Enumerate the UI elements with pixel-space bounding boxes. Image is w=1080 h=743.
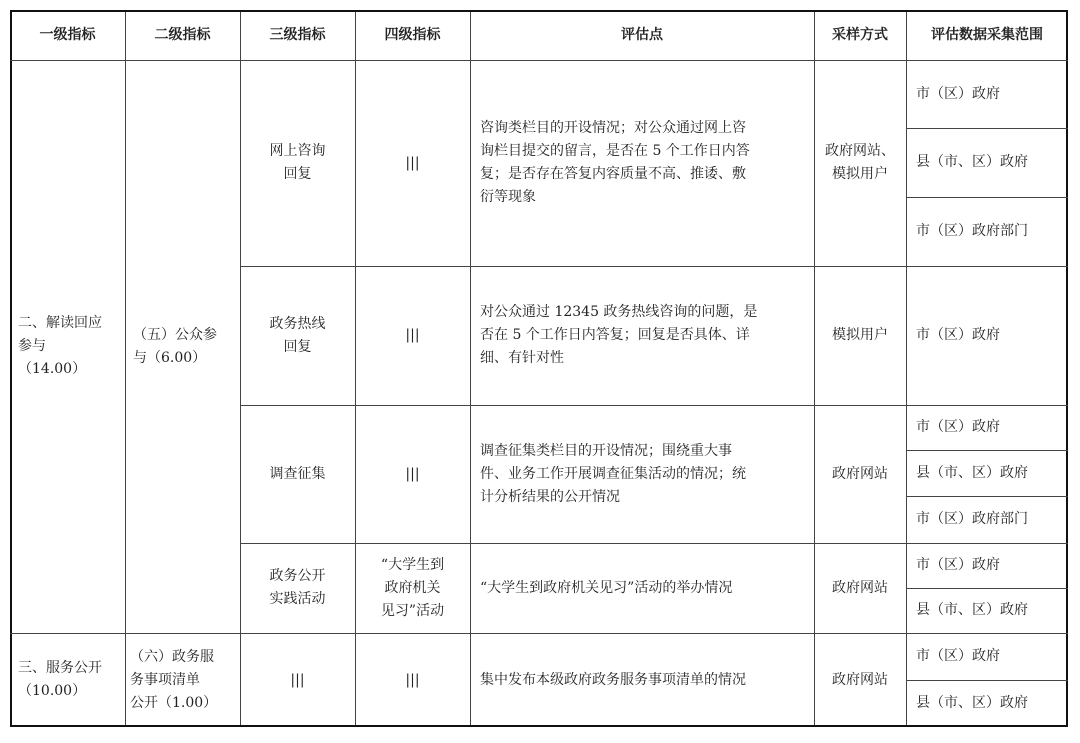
survey-level3 — [240, 405, 355, 543]
survey-scope-2-text: 县（市、区）政府 — [916, 464, 1028, 481]
group-b-level1-text: 三、服务公开 （10.00） — [18, 660, 102, 699]
grid-vline — [355, 10, 356, 727]
practice-scope-1 — [916, 543, 1068, 588]
header-scope-text: 评估数据采集范围 — [931, 26, 1043, 43]
consult-level4-text: ||| — [405, 154, 420, 171]
practice-method-text: 政府网站 — [832, 579, 888, 596]
hotline-scope-1-text: 市（区）政府 — [916, 327, 1000, 343]
hotline-level4 — [355, 266, 470, 405]
practice-level4 — [355, 543, 470, 633]
consult-scope-1-text: 市（区）政府 — [916, 85, 1000, 102]
practice-scope-2-text: 县（市、区）政府 — [916, 602, 1028, 618]
header-level4-text: 四级指标 — [384, 26, 441, 43]
consult-level4 — [355, 60, 470, 266]
consult-scope-2-text: 县（市、区）政府 — [916, 154, 1028, 170]
grid-hline — [10, 633, 1068, 634]
grid-vline — [470, 10, 471, 727]
consult-scope-3 — [916, 197, 1068, 266]
survey-level4-text: ||| — [405, 465, 420, 482]
border-top — [10, 10, 1068, 12]
group-b-scope-2 — [916, 680, 1068, 727]
survey-point-text: 调查征集类栏目的开设情况；围绕重大事 件、业务工作开展调查征集活动的情况；统 计分析结果的公开情况 — [480, 442, 746, 505]
group-a-level1-text: 二、解读回应 参与 （14.00） — [18, 315, 102, 377]
group-b-level1 — [18, 633, 125, 727]
border-left — [10, 10, 12, 727]
grid-hline — [240, 266, 1068, 267]
header-scope — [906, 10, 1068, 60]
hotline-level4-text: ||| — [405, 327, 420, 343]
header-level2-text: 二级指标 — [154, 26, 211, 43]
header-point-text: 评估点 — [621, 26, 663, 43]
grid-hline — [10, 60, 1068, 61]
practice-point-text: “大学生到政府机关见习”活动的举办情况 — [480, 579, 733, 596]
group-b-method-text: 政府网站 — [832, 671, 888, 688]
practice-scope-1-text: 市（区）政府 — [916, 557, 1000, 573]
group-b-point — [480, 633, 814, 727]
grid-hline — [906, 496, 1068, 497]
consult-level3 — [240, 60, 355, 266]
survey-scope-1-text: 市（区）政府 — [916, 419, 1000, 435]
consult-method — [814, 60, 906, 266]
header-point — [470, 10, 814, 60]
consult-method-text: 政府网站、 模拟用户 — [825, 143, 895, 182]
grid-hline — [906, 128, 1068, 129]
grid-hline — [906, 197, 1068, 198]
header-level3 — [240, 10, 355, 60]
header-level3-text: 三级指标 — [269, 26, 326, 43]
practice-scope-2 — [916, 588, 1068, 633]
group-b-point-text: 集中发布本级政府政务服务事项清单的情况 — [480, 671, 746, 688]
header-level4 — [355, 10, 470, 60]
survey-scope-1 — [916, 405, 1068, 450]
hotline-point-text: 对公众通过 12345 政务热线咨询的问题，是 否在 5 个工作日内答复；回复是否具体、详 细、有针对性 — [480, 304, 758, 366]
grid-hline — [240, 405, 1068, 406]
hotline-point — [480, 266, 814, 405]
survey-scope-2 — [916, 450, 1068, 496]
grid-hline — [906, 450, 1068, 451]
group-a-level2-text: （五）公众参 与（6.00） — [133, 326, 217, 366]
hotline-method-text: 模拟用户 — [832, 327, 888, 343]
hotline-method — [814, 266, 906, 405]
survey-level3-text: 调查征集 — [269, 465, 326, 482]
hotline-level3-text: 政务热线 回复 — [269, 315, 326, 355]
indicator-table — [10, 10, 1068, 727]
group-b-level3-text: ||| — [290, 671, 305, 688]
practice-method — [814, 543, 906, 633]
survey-scope-3-text: 市（区）政府部门 — [916, 511, 1028, 527]
practice-level3 — [240, 543, 355, 633]
grid-hline — [906, 588, 1068, 589]
group-b-level4 — [355, 633, 470, 727]
consult-scope-2 — [916, 128, 1068, 197]
grid-vline — [125, 10, 126, 727]
header-level1 — [10, 10, 125, 60]
consult-scope-3-text: 市（区）政府部门 — [916, 223, 1028, 239]
consult-point — [480, 60, 814, 266]
consult-scope-1 — [916, 60, 1068, 128]
group-b-method — [814, 633, 906, 727]
group-b-level2 — [130, 633, 240, 727]
practice-level3-text: 政务公开 实践活动 — [269, 568, 326, 607]
group-a-level1 — [18, 60, 125, 633]
header-method — [814, 10, 906, 60]
header-level2 — [125, 10, 240, 60]
consult-level3-text: 网上咨询 回复 — [269, 143, 326, 182]
practice-point — [480, 543, 814, 633]
group-b-scope-2-text: 县（市、区）政府 — [916, 695, 1028, 711]
group-b-scope-1 — [916, 633, 1068, 680]
group-b-level2-text: （六）政务服 务事项清单 公开（1.00） — [130, 648, 218, 711]
grid-vline — [814, 10, 815, 727]
group-b-level3 — [240, 633, 355, 727]
header-method-text: 采样方式 — [832, 26, 888, 43]
practice-level4-text: “大学生到 政府机关 见习”活动 — [380, 556, 445, 619]
grid-hline — [240, 543, 1068, 544]
group-b-level4-text: ||| — [405, 671, 420, 688]
hotline-scope-1 — [916, 266, 1068, 405]
survey-point — [480, 405, 814, 543]
grid-hline — [906, 680, 1068, 681]
survey-method-text: 政府网站 — [832, 465, 888, 482]
border-bottom — [10, 725, 1068, 727]
group-b-scope-1-text: 市（区）政府 — [916, 648, 1000, 664]
hotline-level3 — [240, 266, 355, 405]
consult-point-text: 咨询类栏目的开设情况；对公众通过网上咨 询栏目提交的留言，是否在 5 个工作日内答 复；是否存在答复内容质量不高、推诿、敷 衍等现象 — [480, 120, 750, 205]
survey-method — [814, 405, 906, 543]
survey-level4 — [355, 405, 470, 543]
border-right — [1066, 10, 1068, 727]
grid-vline — [906, 10, 907, 727]
header-level1-text: 一级指标 — [39, 26, 96, 43]
group-a-level2 — [133, 60, 240, 633]
grid-vline — [240, 10, 241, 727]
survey-scope-3 — [916, 496, 1068, 543]
